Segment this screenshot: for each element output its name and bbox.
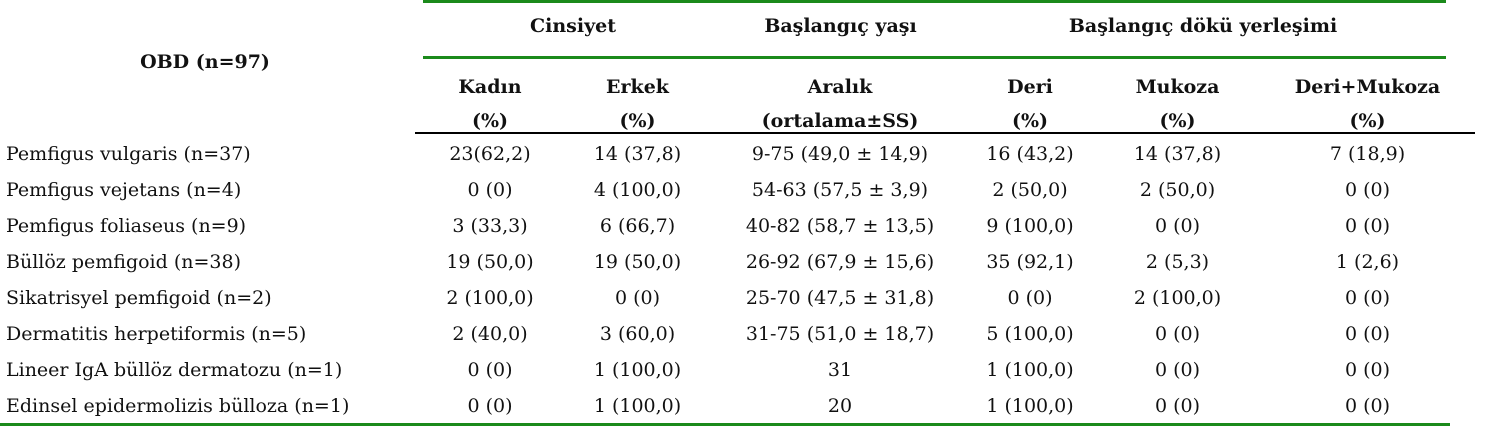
cell-skin: 0 (0) — [1007, 287, 1053, 309]
col-header-skin — [960, 70, 1100, 138]
cell-mucosa: 2 (5,3) — [1145, 251, 1210, 273]
cell-female: 2 (100,0) — [446, 287, 534, 309]
cell-skin: 5 (100,0) — [986, 323, 1074, 345]
cell-range: 9-75 (49,0 ± 14,9) — [751, 143, 929, 165]
row-label: Dermatitis herpetiformis (n=5) — [6, 323, 307, 345]
row-label: Sikatrisyel pemfigoid (n=2) — [6, 287, 272, 309]
cell-male: 3 (60,0) — [599, 323, 676, 345]
top-rule — [423, 0, 1446, 3]
cell-skin: 2 (50,0) — [992, 179, 1068, 201]
col-header-male-line1: Erkek — [606, 76, 669, 98]
cell-range: 54-63 (57,5 ± 3,9) — [751, 179, 929, 201]
cell-male: 1 (100,0) — [593, 359, 682, 381]
col-header-range-line1: Aralık — [807, 76, 873, 98]
row-label: Pemfigus foliaseus (n=9) — [6, 215, 247, 237]
cell-female: 0 (0) — [467, 179, 513, 201]
cell-range: 31-75 (51,0 ± 18,7) — [745, 323, 935, 345]
cell-mucosa: 0 (0) — [1154, 323, 1201, 345]
cell-female: 2 (40,0) — [452, 323, 528, 345]
cell-mucosa: 0 (0) — [1154, 395, 1201, 417]
row-label: Lineer IgA büllöz dermatozu (n=1) — [6, 359, 343, 381]
cell-male: 0 (0) — [614, 287, 661, 309]
cell-mucosa: 2 (100,0) — [1133, 287, 1222, 309]
col-header-female — [415, 70, 565, 138]
cell-female: 19 (50,0) — [446, 251, 534, 273]
col-header-skin-mucosa-line1: Deri+Mukoza — [1294, 76, 1441, 98]
group-header-onset-location: Başlangıç dökü yerleşimi — [1068, 15, 1338, 37]
cell-mucosa: 0 (0) — [1154, 215, 1201, 237]
bottom-rule — [0, 423, 1450, 426]
cell-female: 0 (0) — [467, 359, 513, 381]
cell-skin-mucosa: 0 (0) — [1344, 179, 1391, 201]
cell-male: 4 (100,0) — [593, 179, 682, 201]
cell-mucosa: 14 (37,8) — [1133, 143, 1222, 165]
cell-female: 23(62,2) — [449, 143, 531, 165]
col-header-skin-line1: Deri — [1007, 76, 1053, 98]
row-label: Büllöz pemfigoid (n=38) — [6, 251, 241, 273]
cell-range: 26-92 (67,9 ± 15,6) — [745, 251, 935, 273]
col-header-female-line1: Kadın — [458, 76, 522, 98]
group-header-gender: Cinsiyet — [530, 15, 616, 37]
cell-range: 31 — [827, 359, 853, 381]
cell-skin-mucosa: 0 (0) — [1344, 323, 1391, 345]
cell-male: 6 (66,7) — [599, 215, 676, 237]
row-header-label: OBD (n=97) — [140, 51, 270, 73]
col-header-mucosa-line2: (%) — [1159, 110, 1196, 132]
col-header-mucosa-line1: Mukoza — [1135, 76, 1220, 98]
col-header-skin-mucosa-line2: (%) — [1349, 110, 1386, 132]
row-label: Edinsel epidermolizis bülloza (n=1) — [6, 395, 350, 417]
cell-skin: 16 (43,2) — [986, 143, 1074, 165]
col-header-female-line2: (%) — [471, 110, 509, 132]
cell-skin-mucosa: 1 (2,6) — [1335, 251, 1400, 273]
col-header-mucosa — [1100, 70, 1255, 138]
cell-mucosa: 2 (50,0) — [1139, 179, 1216, 201]
cell-skin: 35 (92,1) — [986, 251, 1074, 273]
row-label: Pemfigus vulgaris (n=37) — [6, 143, 251, 165]
group-header-onset-age: Başlangıç yaşı — [764, 15, 917, 37]
cell-range: 40-82 (58,7 ± 13,5) — [745, 215, 935, 237]
cell-mucosa: 0 (0) — [1154, 359, 1201, 381]
cell-range: 25-70 (47,5 ± 31,8) — [745, 287, 935, 309]
row-label: Pemfigus vejetans (n=4) — [6, 179, 242, 201]
col-header-male-line2: (%) — [619, 110, 656, 132]
cell-male: 14 (37,8) — [593, 143, 682, 165]
group-rule — [423, 56, 1446, 59]
cell-skin: 1 (100,0) — [986, 359, 1074, 381]
cell-skin-mucosa: 0 (0) — [1344, 395, 1391, 417]
cell-male: 19 (50,0) — [593, 251, 682, 273]
col-header-skin-line2: (%) — [1011, 110, 1049, 132]
cell-female: 3 (33,3) — [452, 215, 528, 237]
col-header-male — [565, 70, 710, 138]
col-header-skin-mucosa — [1265, 70, 1470, 138]
cell-male: 1 (100,0) — [593, 395, 682, 417]
col-header-range-line2: (ortalama±SS) — [761, 110, 919, 132]
cell-skin: 1 (100,0) — [986, 395, 1074, 417]
cell-skin-mucosa: 0 (0) — [1344, 215, 1391, 237]
col-header-range — [730, 70, 950, 138]
cell-range: 20 — [827, 395, 853, 417]
cell-skin-mucosa: 0 (0) — [1344, 287, 1391, 309]
cell-skin-mucosa: 7 (18,9) — [1329, 143, 1406, 165]
cell-skin: 9 (100,0) — [986, 215, 1074, 237]
cell-skin-mucosa: 0 (0) — [1344, 359, 1391, 381]
cell-female: 0 (0) — [467, 395, 513, 417]
